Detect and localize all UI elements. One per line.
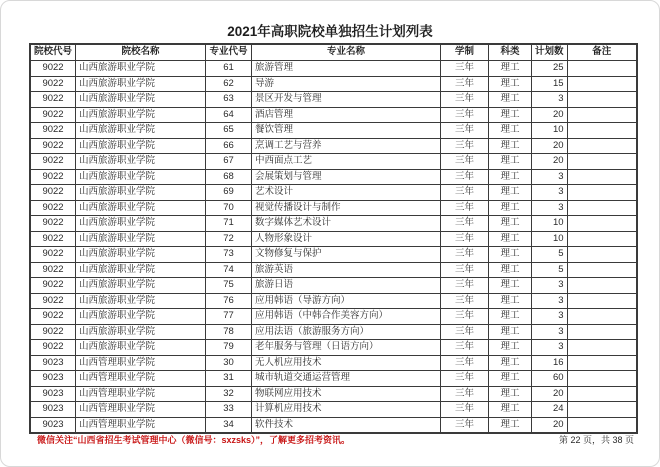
major-code-cell: 30	[206, 355, 252, 371]
table-row	[30, 247, 637, 263]
college-name-cell: 山西旅游职业学院	[76, 107, 206, 123]
college-code-cell: 9022	[30, 107, 76, 123]
major-name-cell: 景区开发与管理	[252, 92, 441, 108]
table-header	[30, 44, 637, 61]
major-code-cell: 74	[206, 262, 252, 278]
remark-cell	[567, 371, 637, 387]
duration-cell: 三年	[441, 324, 489, 340]
college-name-cell: 山西旅游职业学院	[76, 309, 206, 325]
table-row	[30, 200, 637, 216]
college-name-cell: 山西旅游职业学院	[76, 169, 206, 185]
major-name-cell: 老年服务与管理（日语方向）	[252, 340, 441, 356]
remark-cell	[567, 61, 637, 77]
major-name-cell: 应用韩语（导游方向）	[252, 293, 441, 309]
major-code-cell: 63	[206, 92, 252, 108]
college-code-cell: 9022	[30, 200, 76, 216]
major-code-cell: 70	[206, 200, 252, 216]
major-code-cell: 66	[206, 138, 252, 154]
duration-cell: 三年	[441, 355, 489, 371]
college-name-cell: 山西旅游职业学院	[76, 138, 206, 154]
plan-count-cell: 20	[532, 154, 568, 170]
duration-cell: 三年	[441, 231, 489, 247]
duration-cell: 三年	[441, 247, 489, 263]
category-cell: 理工	[489, 293, 532, 309]
college-code-cell: 9022	[30, 309, 76, 325]
remark-cell	[567, 340, 637, 356]
major-name-cell: 软件技术	[252, 417, 441, 433]
category-cell: 理工	[489, 355, 532, 371]
remark-cell	[567, 76, 637, 92]
col-header-college-name: 院校名称	[76, 44, 206, 61]
major-name-cell: 城市轨道交通运营管理	[252, 371, 441, 387]
major-name-cell: 无人机应用技术	[252, 355, 441, 371]
plan-count-cell: 3	[532, 278, 568, 294]
plan-count-cell: 15	[532, 76, 568, 92]
category-cell: 理工	[489, 76, 532, 92]
duration-cell: 三年	[441, 340, 489, 356]
col-header-college-code: 院校代号	[30, 44, 76, 61]
duration-cell: 三年	[441, 76, 489, 92]
plan-count-cell: 3	[532, 340, 568, 356]
college-name-cell: 山西管理职业学院	[76, 417, 206, 433]
college-name-cell: 山西管理职业学院	[76, 371, 206, 387]
major-code-cell: 64	[206, 107, 252, 123]
table-row	[30, 293, 637, 309]
college-code-cell: 9022	[30, 61, 76, 77]
col-header-category: 科类	[489, 44, 532, 61]
plan-count-cell: 10	[532, 216, 568, 232]
college-code-cell: 9022	[30, 185, 76, 201]
college-code-cell: 9022	[30, 154, 76, 170]
college-name-cell: 山西旅游职业学院	[76, 76, 206, 92]
college-code-cell: 9023	[30, 417, 76, 433]
major-name-cell: 旅游英语	[252, 262, 441, 278]
table-row	[30, 107, 637, 123]
major-code-cell: 79	[206, 340, 252, 356]
college-name-cell: 山西旅游职业学院	[76, 185, 206, 201]
remark-cell	[567, 402, 637, 418]
major-name-cell: 导游	[252, 76, 441, 92]
plan-count-cell: 20	[532, 138, 568, 154]
plan-count-cell: 24	[532, 402, 568, 418]
duration-cell: 三年	[441, 402, 489, 418]
col-header-major-code: 专业代号	[206, 44, 252, 61]
college-name-cell: 山西旅游职业学院	[76, 216, 206, 232]
table-row	[30, 61, 637, 77]
plan-count-cell: 3	[532, 309, 568, 325]
major-name-cell: 会展策划与管理	[252, 169, 441, 185]
table-row	[30, 185, 637, 201]
major-code-cell: 77	[206, 309, 252, 325]
college-name-cell: 山西旅游职业学院	[76, 154, 206, 170]
major-name-cell: 旅游管理	[252, 61, 441, 77]
duration-cell: 三年	[441, 417, 489, 433]
major-name-cell: 旅游日语	[252, 278, 441, 294]
remark-cell	[567, 216, 637, 232]
category-cell: 理工	[489, 154, 532, 170]
enrollment-plan-table	[29, 43, 638, 434]
major-code-cell: 69	[206, 185, 252, 201]
college-code-cell: 9023	[30, 386, 76, 402]
category-cell: 理工	[489, 324, 532, 340]
remark-cell	[567, 278, 637, 294]
col-header-plan-count: 计划数	[532, 44, 568, 61]
major-code-cell: 68	[206, 169, 252, 185]
duration-cell: 三年	[441, 293, 489, 309]
category-cell: 理工	[489, 386, 532, 402]
duration-cell: 三年	[441, 138, 489, 154]
college-code-cell: 9022	[30, 216, 76, 232]
category-cell: 理工	[489, 402, 532, 418]
category-cell: 理工	[489, 371, 532, 387]
table-row	[30, 309, 637, 325]
college-name-cell: 山西旅游职业学院	[76, 61, 206, 77]
plan-count-cell: 10	[532, 123, 568, 139]
remark-cell	[567, 169, 637, 185]
plan-count-cell: 20	[532, 107, 568, 123]
major-name-cell: 艺术设计	[252, 185, 441, 201]
college-name-cell: 山西旅游职业学院	[76, 200, 206, 216]
major-name-cell: 应用韩语（中韩合作美容方向）	[252, 309, 441, 325]
plan-count-cell: 25	[532, 61, 568, 77]
remark-cell	[567, 92, 637, 108]
table-row	[30, 262, 637, 278]
category-cell: 理工	[489, 123, 532, 139]
col-header-remark: 备注	[567, 44, 637, 61]
college-name-cell: 山西管理职业学院	[76, 402, 206, 418]
duration-cell: 三年	[441, 154, 489, 170]
remark-cell	[567, 231, 637, 247]
major-name-cell: 数字媒体艺术设计	[252, 216, 441, 232]
major-code-cell: 65	[206, 123, 252, 139]
category-cell: 理工	[489, 138, 532, 154]
category-cell: 理工	[489, 107, 532, 123]
table-body	[30, 61, 637, 434]
category-cell: 理工	[489, 278, 532, 294]
duration-cell: 三年	[441, 107, 489, 123]
remark-cell	[567, 138, 637, 154]
college-code-cell: 9022	[30, 340, 76, 356]
major-code-cell: 34	[206, 417, 252, 433]
duration-cell: 三年	[441, 309, 489, 325]
plan-count-cell: 3	[532, 92, 568, 108]
plan-count-cell: 60	[532, 371, 568, 387]
page-footer	[29, 432, 634, 446]
college-name-cell: 山西旅游职业学院	[76, 231, 206, 247]
remark-cell	[567, 154, 637, 170]
major-code-cell: 31	[206, 371, 252, 387]
wechat-notice: 微信关注“山西省招生考试管理中心（微信号：sxzsks）”，了解更多招考资讯。	[37, 434, 351, 445]
table-row	[30, 355, 637, 371]
category-cell: 理工	[489, 417, 532, 433]
category-cell: 理工	[489, 200, 532, 216]
category-cell: 理工	[489, 309, 532, 325]
college-code-cell: 9022	[30, 76, 76, 92]
remark-cell	[567, 262, 637, 278]
major-code-cell: 32	[206, 386, 252, 402]
college-name-cell: 山西旅游职业学院	[76, 324, 206, 340]
major-code-cell: 67	[206, 154, 252, 170]
remark-cell	[567, 247, 637, 263]
table-row	[30, 123, 637, 139]
major-code-cell: 61	[206, 61, 252, 77]
plan-count-cell: 3	[532, 169, 568, 185]
category-cell: 理工	[489, 231, 532, 247]
category-cell: 理工	[489, 169, 532, 185]
major-name-cell: 酒店管理	[252, 107, 441, 123]
category-cell: 理工	[489, 92, 532, 108]
college-name-cell: 山西旅游职业学院	[76, 123, 206, 139]
table-row	[30, 417, 637, 433]
college-code-cell: 9022	[30, 278, 76, 294]
table-row	[30, 278, 637, 294]
college-code-cell: 9022	[30, 247, 76, 263]
major-code-cell: 76	[206, 293, 252, 309]
table-row	[30, 324, 637, 340]
college-code-cell: 9023	[30, 371, 76, 387]
college-name-cell: 山西旅游职业学院	[76, 247, 206, 263]
remark-cell	[567, 200, 637, 216]
remark-cell	[567, 107, 637, 123]
duration-cell: 三年	[441, 61, 489, 77]
college-name-cell: 山西旅游职业学院	[76, 262, 206, 278]
college-name-cell: 山西旅游职业学院	[76, 278, 206, 294]
remark-cell	[567, 417, 637, 433]
major-code-cell: 75	[206, 278, 252, 294]
college-code-cell: 9022	[30, 92, 76, 108]
page-number: 第 22 页，共 38 页	[558, 434, 634, 445]
major-code-cell: 78	[206, 324, 252, 340]
major-name-cell: 文物修复与保护	[252, 247, 441, 263]
table-row	[30, 154, 637, 170]
plan-count-cell: 20	[532, 417, 568, 433]
plan-count-cell: 3	[532, 293, 568, 309]
major-code-cell: 33	[206, 402, 252, 418]
duration-cell: 三年	[441, 169, 489, 185]
college-name-cell: 山西管理职业学院	[76, 355, 206, 371]
col-header-major-name: 专业名称	[252, 44, 441, 61]
plan-count-cell: 16	[532, 355, 568, 371]
major-name-cell: 中西面点工艺	[252, 154, 441, 170]
major-name-cell: 视觉传播设计与制作	[252, 200, 441, 216]
table-row	[30, 231, 637, 247]
major-name-cell: 人物形象设计	[252, 231, 441, 247]
page-title: 2021年高职院校单独招生计划列表	[227, 24, 433, 39]
table-row	[30, 216, 637, 232]
table-row	[30, 340, 637, 356]
plan-count-cell: 10	[532, 231, 568, 247]
major-name-cell: 应用法语（旅游服务方向）	[252, 324, 441, 340]
header-row	[30, 44, 637, 61]
major-code-cell: 73	[206, 247, 252, 263]
category-cell: 理工	[489, 61, 532, 77]
plan-count-cell: 20	[532, 386, 568, 402]
table-row	[30, 76, 637, 92]
college-name-cell: 山西旅游职业学院	[76, 92, 206, 108]
table-row	[30, 138, 637, 154]
duration-cell: 三年	[441, 262, 489, 278]
category-cell: 理工	[489, 262, 532, 278]
remark-cell	[567, 355, 637, 371]
table-row	[30, 402, 637, 418]
duration-cell: 三年	[441, 123, 489, 139]
duration-cell: 三年	[441, 278, 489, 294]
major-name-cell: 计算机应用技术	[252, 402, 441, 418]
remark-cell	[567, 386, 637, 402]
major-code-cell: 71	[206, 216, 252, 232]
duration-cell: 三年	[441, 216, 489, 232]
table-row	[30, 371, 637, 387]
duration-cell: 三年	[441, 200, 489, 216]
college-code-cell: 9022	[30, 293, 76, 309]
col-header-duration: 学制	[441, 44, 489, 61]
college-code-cell: 9023	[30, 355, 76, 371]
plan-count-cell: 3	[532, 200, 568, 216]
remark-cell	[567, 309, 637, 325]
table-row	[30, 92, 637, 108]
plan-count-cell: 5	[532, 247, 568, 263]
college-code-cell: 9022	[30, 324, 76, 340]
remark-cell	[567, 293, 637, 309]
duration-cell: 三年	[441, 185, 489, 201]
remark-cell	[567, 324, 637, 340]
college-name-cell: 山西管理职业学院	[76, 386, 206, 402]
plan-count-cell: 3	[532, 324, 568, 340]
college-code-cell: 9022	[30, 231, 76, 247]
college-code-cell: 9023	[30, 402, 76, 418]
remark-cell	[567, 123, 637, 139]
college-name-cell: 山西旅游职业学院	[76, 293, 206, 309]
duration-cell: 三年	[441, 92, 489, 108]
major-code-cell: 62	[206, 76, 252, 92]
college-code-cell: 9022	[30, 262, 76, 278]
major-code-cell: 72	[206, 231, 252, 247]
category-cell: 理工	[489, 247, 532, 263]
duration-cell: 三年	[441, 371, 489, 387]
category-cell: 理工	[489, 340, 532, 356]
table-row	[30, 386, 637, 402]
college-code-cell: 9022	[30, 138, 76, 154]
college-code-cell: 9022	[30, 169, 76, 185]
major-name-cell: 餐饮管理	[252, 123, 441, 139]
plan-count-cell: 3	[532, 185, 568, 201]
remark-cell	[567, 185, 637, 201]
major-name-cell: 物联网应用技术	[252, 386, 441, 402]
category-cell: 理工	[489, 185, 532, 201]
category-cell: 理工	[489, 216, 532, 232]
college-name-cell: 山西旅游职业学院	[76, 340, 206, 356]
table-row	[30, 169, 637, 185]
plan-count-cell: 5	[532, 262, 568, 278]
duration-cell: 三年	[441, 386, 489, 402]
major-name-cell: 烹调工艺与营养	[252, 138, 441, 154]
college-code-cell: 9022	[30, 123, 76, 139]
